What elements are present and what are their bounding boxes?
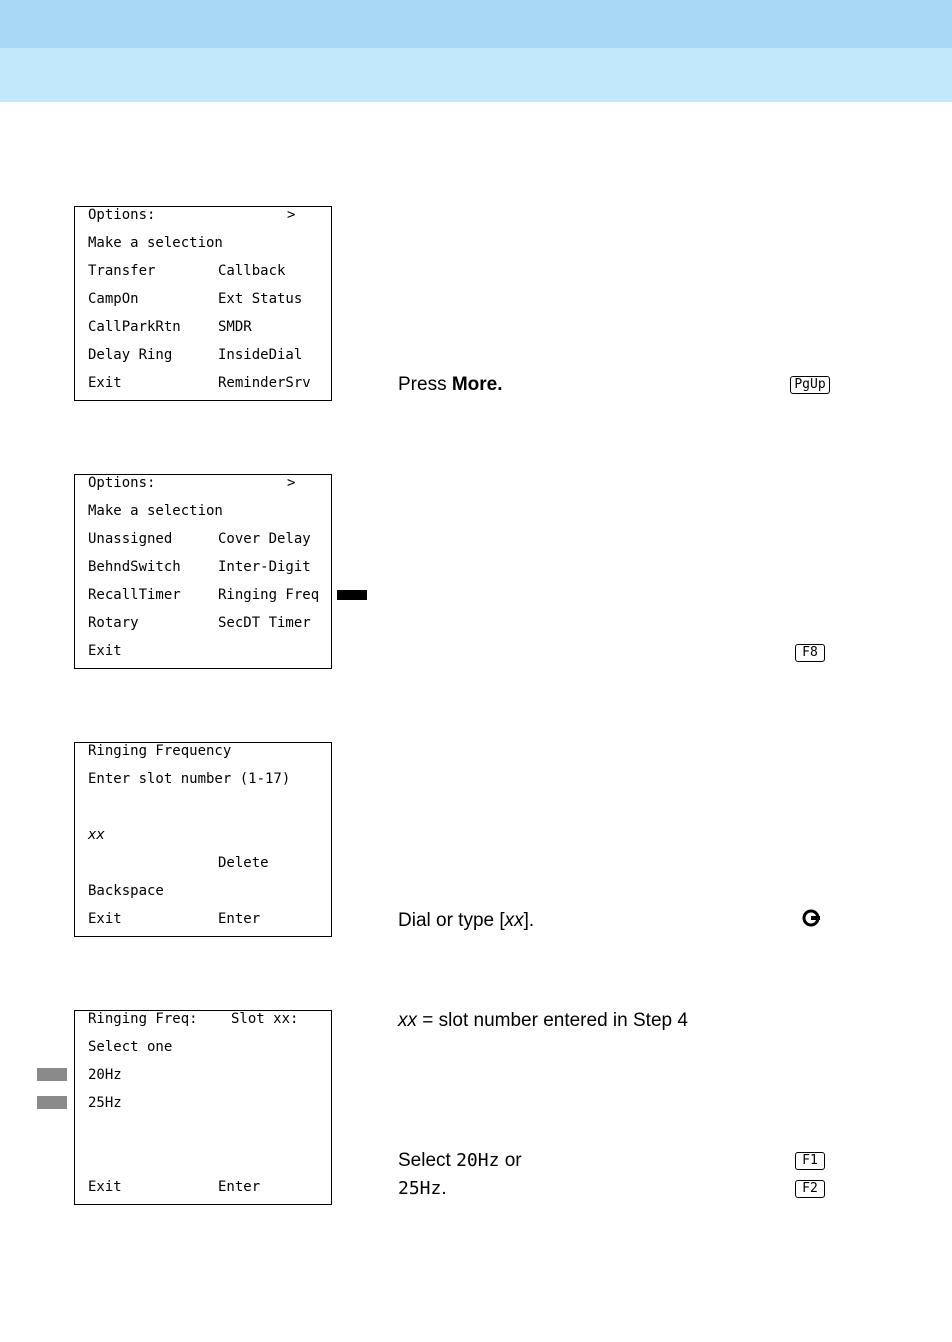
menu-option[interactable]: ReminderSrv (218, 375, 311, 391)
screen-prompt: Make a selection (88, 503, 223, 519)
pgup-key[interactable]: PgUp (790, 376, 830, 394)
option-20hz[interactable]: 20Hz (88, 1067, 122, 1083)
console-screen-ringing-freq (74, 1010, 332, 1205)
menu-option[interactable]: Cover Delay (218, 531, 311, 547)
header-band-bottom (0, 48, 952, 102)
screen-prompt: Enter slot number (1-17) (88, 771, 291, 787)
delete-option[interactable]: Delete (218, 855, 269, 871)
option-marker-25hz (37, 1096, 67, 1109)
menu-option[interactable]: Callback (218, 263, 286, 279)
menu-option[interactable]: BehndSwitch (88, 559, 181, 575)
menu-option[interactable]: SMDR (218, 319, 252, 335)
option-25hz[interactable]: 25Hz (88, 1095, 122, 1111)
console-screen-slot-entry (74, 742, 332, 937)
f8-key[interactable]: F8 (795, 644, 825, 662)
menu-option[interactable]: CallParkRtn (88, 319, 181, 335)
menu-option-ringing-freq[interactable]: Ringing Freq (218, 587, 320, 603)
exit-option[interactable]: Exit (88, 911, 122, 927)
menu-option[interactable]: Transfer (88, 263, 156, 279)
option-marker-20hz (37, 1068, 67, 1081)
menu-option[interactable]: RecallTimer (88, 587, 181, 603)
backspace-option[interactable]: Backspace (88, 883, 164, 899)
more-arrow: > (287, 475, 296, 491)
instruction-dial: Dial or type [xx]. (398, 910, 535, 931)
slot-input-field[interactable]: xx (88, 827, 105, 843)
instruction-slot-note: xx = slot number entered in Step 4 (398, 1010, 688, 1031)
enter-option[interactable]: Enter (218, 911, 261, 927)
menu-option[interactable]: Rotary (88, 615, 139, 631)
menu-option[interactable]: InsideDial (218, 347, 303, 363)
menu-option[interactable]: Inter-Digit (218, 559, 311, 575)
more-arrow: > (287, 207, 296, 223)
screen-title: Ringing Frequency (88, 743, 232, 759)
instruction-select-line1: Select 20Hz or (398, 1150, 522, 1171)
instruction-press-more: Press More. (398, 374, 503, 395)
dial-pad-icon (801, 908, 821, 928)
screen-title: Options: (88, 207, 156, 223)
menu-option[interactable]: Unassigned (88, 531, 173, 547)
header-band-top (0, 0, 952, 48)
f1-key[interactable]: F1 (795, 1152, 825, 1170)
menu-option[interactable]: Delay Ring (88, 347, 173, 363)
enter-option[interactable]: Enter (218, 1179, 261, 1195)
exit-option[interactable]: Exit (88, 1179, 122, 1195)
screen-prompt: Select one (88, 1039, 173, 1055)
screen-title: Ringing Freq: (88, 1011, 198, 1027)
selection-marker (337, 590, 367, 600)
console-screen-options-2 (74, 474, 332, 669)
instruction-select-line2: 25Hz. (398, 1178, 447, 1199)
screen-title: Options: (88, 475, 156, 491)
console-screen-options-1 (74, 206, 332, 401)
menu-option[interactable]: Ext Status (218, 291, 303, 307)
exit-option[interactable]: Exit (88, 375, 122, 391)
menu-option[interactable]: SecDT Timer (218, 615, 311, 631)
slot-label: Slot xx: (231, 1011, 299, 1027)
exit-option[interactable]: Exit (88, 643, 122, 659)
menu-option[interactable]: CampOn (88, 291, 139, 307)
f2-key[interactable]: F2 (795, 1180, 825, 1198)
screen-prompt: Make a selection (88, 235, 223, 251)
